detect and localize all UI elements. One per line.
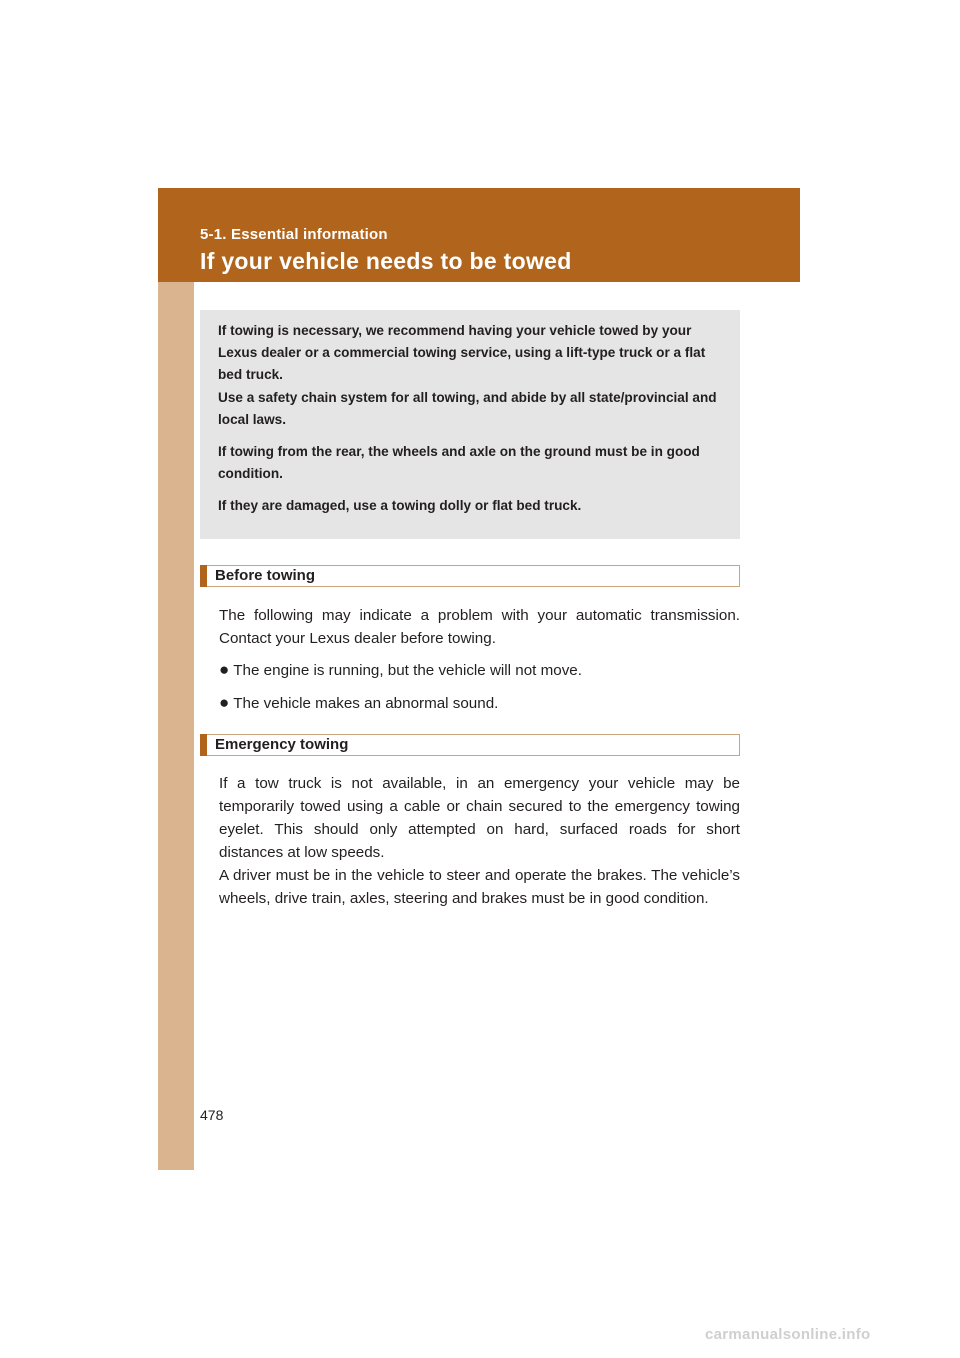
list-item — [219, 658, 740, 682]
list-item-text: The vehicle makes an abnormal sound. — [233, 695, 499, 712]
emergency-towing-text-2: A driver must be in the vehicle to steer and operate the brakes. The vehicle’s wheels, drive train, axles, steering and brakes must be in good condition. — [219, 867, 740, 907]
section-heading-emergency-towing — [200, 734, 740, 756]
bullet-icon: ● — [219, 660, 230, 679]
page-number: 478 — [200, 1107, 224, 1123]
bullet-icon: ● — [219, 693, 230, 712]
section-heading-before-towing — [200, 565, 740, 587]
heading-accent — [200, 734, 207, 756]
intro-paragraph-2: Use a safety chain system for all towing, and abide by all state/provincial and local laws. — [218, 390, 717, 427]
list-item — [219, 691, 740, 715]
watermark: carmanualsonline.info — [705, 1326, 871, 1343]
intro-paragraph-3: If towing from the rear, the wheels and axle on the ground must be in good condition. — [218, 444, 700, 481]
side-strip — [158, 188, 194, 1170]
intro-paragraph-1: If towing is necessary, we recommend having your vehicle towed by your Lexus dealer or a commercial towing service, using a lift-type truck or a flat bed truck. — [218, 323, 706, 382]
page-title: If your vehicle needs to be towed — [200, 248, 572, 274]
section-heading-text: Emergency towing — [215, 736, 349, 753]
before-towing-text: The following may indicate a problem with your automatic transmission. Contact your Lexus dealer before towing. — [219, 607, 740, 647]
section-label: 5-1. Essential information — [200, 226, 388, 243]
emergency-towing-text: If a tow truck is not available, in an emergency your vehicle may be temporarily towed using a cable or chain secured to the emergency towing eyelet. This should only attempted on hard, surfaced roads for short distances at low speeds. — [219, 775, 740, 861]
intro-paragraph-4: If they are damaged, use a towing dolly or flat bed truck. — [218, 498, 582, 513]
heading-accent — [200, 565, 207, 587]
list-item-text: The engine is running, but the vehicle will not move. — [233, 662, 582, 679]
section-heading-text: Before towing — [215, 567, 315, 584]
